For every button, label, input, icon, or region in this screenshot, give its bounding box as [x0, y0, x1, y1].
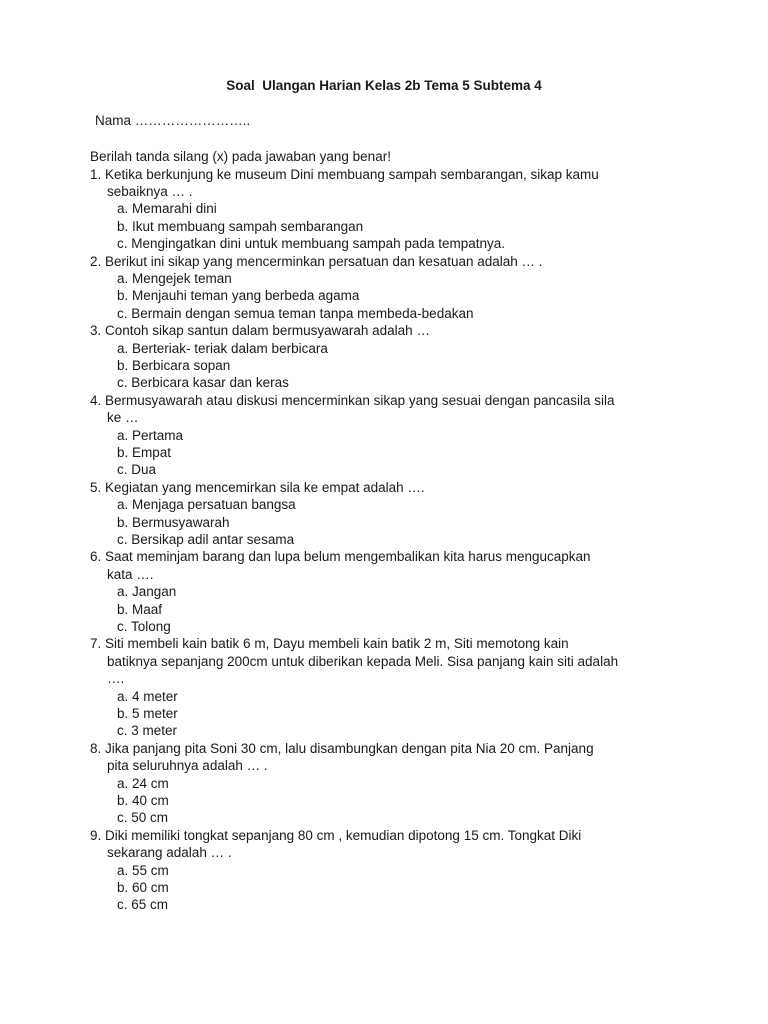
answer-option: a. 4 meter: [117, 688, 178, 704]
question-text-continued: ….: [107, 671, 125, 687]
answer-option: a. 24 cm: [117, 775, 169, 791]
answer-option: c. Tolong: [117, 618, 171, 634]
answer-option: b. Menjauhi teman yang berbeda agama: [117, 288, 360, 304]
question-text-continued: sebaiknya … .: [107, 183, 193, 199]
answer-option: a. 55 cm: [117, 862, 169, 878]
answer-option: b. Berbicara sopan: [117, 357, 231, 373]
question-text-continued: kata ….: [107, 566, 154, 582]
answer-option: b. 60 cm: [117, 879, 169, 895]
answer-option: c. Bersikap adil antar sesama: [117, 531, 295, 547]
question-text: 3. Contoh sikap santun dalam bermusyawarah adalah …: [90, 323, 430, 339]
answer-option: b. Ikut membuang sampah sembarangan: [117, 218, 364, 234]
question-text: 8. Jika panjang pita Soni 30 cm, lalu disambungkan dengan pita Nia 20 cm. Panjang: [90, 740, 594, 756]
answer-option: b. Bermusyawarah: [117, 514, 230, 530]
page-title: Soal Ulangan Harian Kelas 2b Tema 5 Subtema 4: [226, 78, 542, 93]
question-text: 5. Kegiatan yang mencemirkan sila ke empat adalah ….: [90, 479, 425, 495]
question-text: 1. Ketika berkunjung ke museum Dini membuang sampah sembarangan, sikap kamu: [90, 166, 599, 182]
answer-option: a. Mengejek teman: [117, 270, 232, 286]
answer-option: b. Empat: [117, 444, 172, 460]
question-text: 9. Diki memiliki tongkat sepanjang 80 cm , kemudian dipotong 15 cm. Tongkat Diki: [90, 827, 582, 843]
answer-option: c. Berbicara kasar dan keras: [117, 375, 289, 391]
question-text: 7. Siti membeli kain batik 6 m, Dayu membeli kain batik 2 m, Siti memotong kain: [90, 636, 569, 652]
answer-option: c. 3 meter: [117, 723, 178, 739]
question-text-continued: pita seluruhnya adalah … .: [107, 758, 268, 774]
answer-option: c. 50 cm: [117, 810, 169, 826]
answer-option: a. Memarahi dini: [117, 201, 217, 217]
answer-option: c. 65 cm: [117, 897, 169, 913]
question-text: 4. Bermusyawarah atau diskusi mencerminkan sikap yang sesuai dengan pancasila sila: [90, 392, 615, 408]
answer-option: a. Pertama: [117, 427, 184, 443]
question-text-continued: sekarang adalah … .: [107, 845, 232, 861]
instruction-text: Berilah tanda silang (x) pada jawaban yang benar!: [90, 149, 391, 164]
answer-option: b. Maaf: [117, 601, 163, 617]
answer-option: a. Menjaga persatuan bangsa: [117, 497, 296, 513]
answer-option: c. Bermain dengan semua teman tanpa membeda-bedakan: [117, 305, 474, 321]
name-field-label: Nama ……………………..: [95, 113, 251, 128]
answer-option: b. 40 cm: [117, 792, 169, 808]
answer-option: c. Dua: [117, 462, 157, 478]
question-text: 2. Berikut ini sikap yang mencerminkan persatuan dan kesatuan adalah … .: [90, 253, 543, 269]
answer-option: b. 5 meter: [117, 705, 178, 721]
answer-option: c. Mengingatkan dini untuk membuang sampah pada tempatnya.: [117, 236, 505, 252]
question-text-continued: batiknya sepanjang 200cm untuk diberikan kepada Meli. Sisa panjang kain siti adalah: [107, 653, 619, 669]
question-text: 6. Saat meminjam barang dan lupa belum mengembalikan kita harus mengucapkan: [90, 549, 591, 565]
question-text-continued: ke …: [107, 410, 139, 426]
answer-option: a. Berteriak- teriak dalam berbicara: [117, 340, 328, 356]
answer-option: a. Jangan: [117, 584, 177, 600]
